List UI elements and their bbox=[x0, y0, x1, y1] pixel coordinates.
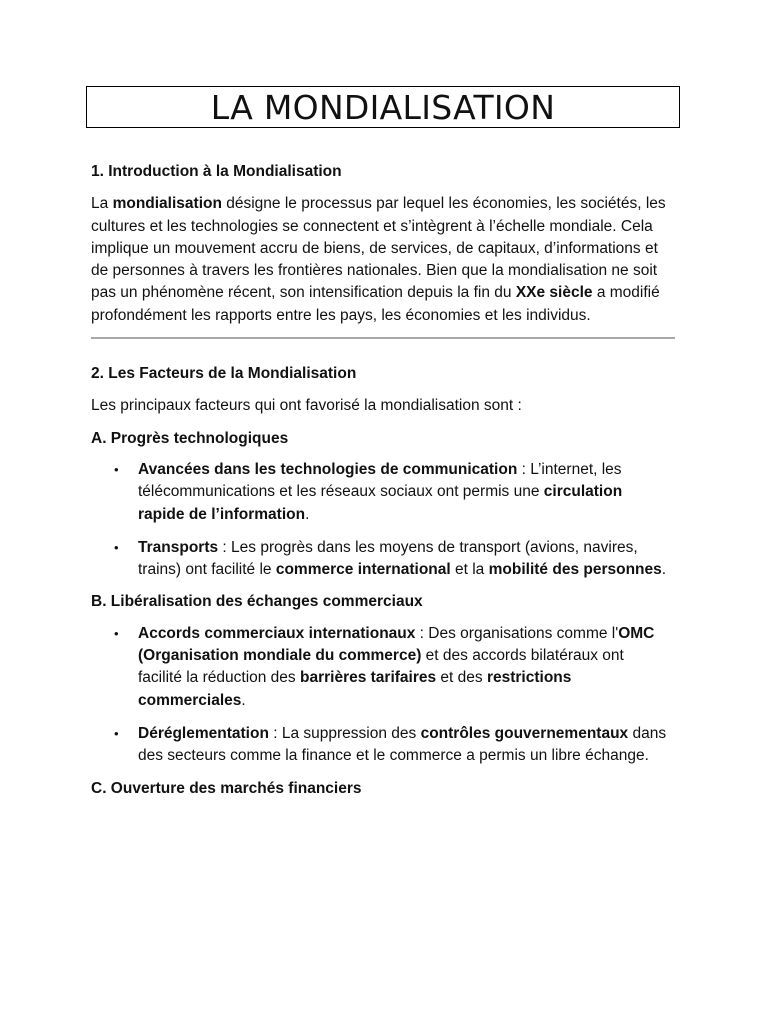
bold-run: XXe siècle bbox=[515, 284, 593, 302]
horizontal-rule bbox=[91, 337, 675, 339]
subsection-b-list bbox=[91, 623, 671, 768]
text-run: . bbox=[241, 691, 246, 709]
bold-run: restrictions commerciales bbox=[138, 669, 572, 709]
bold-run: commerce international bbox=[275, 561, 451, 579]
subsection-a-list bbox=[91, 459, 671, 581]
subsection-b-heading: B. Libéralisation des échanges commerciaux bbox=[91, 593, 423, 611]
list-item bbox=[138, 623, 671, 712]
text-run: et la bbox=[450, 561, 489, 579]
text-run: . bbox=[661, 561, 667, 579]
section-1-paragraph bbox=[91, 193, 671, 327]
bold-run: Déréglementation bbox=[138, 724, 269, 742]
list-item bbox=[138, 723, 671, 768]
text-run: et des bbox=[436, 669, 487, 687]
subsection-a-heading: A. Progrès technologiques bbox=[91, 429, 289, 447]
text-run: : Des organisations comme l' bbox=[415, 624, 619, 642]
text-run: : Les progrès dans les moyens de transport (avions, navires, trains) ont facilité le bbox=[138, 538, 638, 579]
text-run: La bbox=[91, 195, 113, 213]
subsection-c-heading: C. Ouverture des marchés financiers bbox=[91, 779, 362, 797]
document-body bbox=[91, 161, 671, 800]
bold-run: Avancées dans les technologies de communication bbox=[138, 460, 518, 478]
text-run: a modifié profondément les rapports entre les pays, les économies et les individus. bbox=[91, 284, 660, 324]
text-run: : La suppression des bbox=[268, 724, 421, 742]
bold-run: circulation rapide de l’information bbox=[138, 483, 623, 523]
bold-run: Accords commerciaux internationaux bbox=[138, 624, 416, 642]
title-box bbox=[86, 86, 680, 128]
section-1-heading: 1. Introduction à la Mondialisation bbox=[91, 163, 342, 180]
text-run: . bbox=[305, 505, 310, 523]
bold-run: Transports bbox=[138, 538, 219, 556]
text-run: désigne le processus par lequel les économies, les sociétés, les cultures et les technologies se connectent et s’intègrent à l’échelle mondiale. Cela implique un mouvement accru de biens, de services, de capitaux, d’informations et de personnes à travers les frontières nationales. Bien que la mondialisation ne soit pas un phénomène récent, son intensification depuis la fin du bbox=[91, 195, 666, 302]
bold-run: mobilité des personnes bbox=[488, 561, 662, 579]
text-run: dans des secteurs comme la finance et le commerce a permis un libre échange. bbox=[138, 724, 667, 765]
page-title: LA MONDIALISATION bbox=[210, 87, 556, 127]
text-run: : L’internet, les télécommunications et les réseaux sociaux ont permis une bbox=[138, 460, 622, 501]
list-item bbox=[138, 459, 671, 526]
section-2-intro: Les principaux facteurs qui ont favorisé la mondialisation sont : bbox=[91, 397, 522, 415]
bold-run: mondialisation bbox=[112, 195, 222, 213]
list-item bbox=[138, 537, 671, 582]
bold-run: barrières tarifaires bbox=[299, 669, 437, 687]
section-2-heading: 2. Les Facteurs de la Mondialisation bbox=[91, 365, 357, 383]
text-run: et des accords bilatéraux ont facilité la réduction des bbox=[138, 647, 624, 687]
bold-run: OMC (Organisation mondiale du commerce) bbox=[138, 624, 655, 665]
bold-run: contrôles gouvernementaux bbox=[420, 724, 629, 742]
